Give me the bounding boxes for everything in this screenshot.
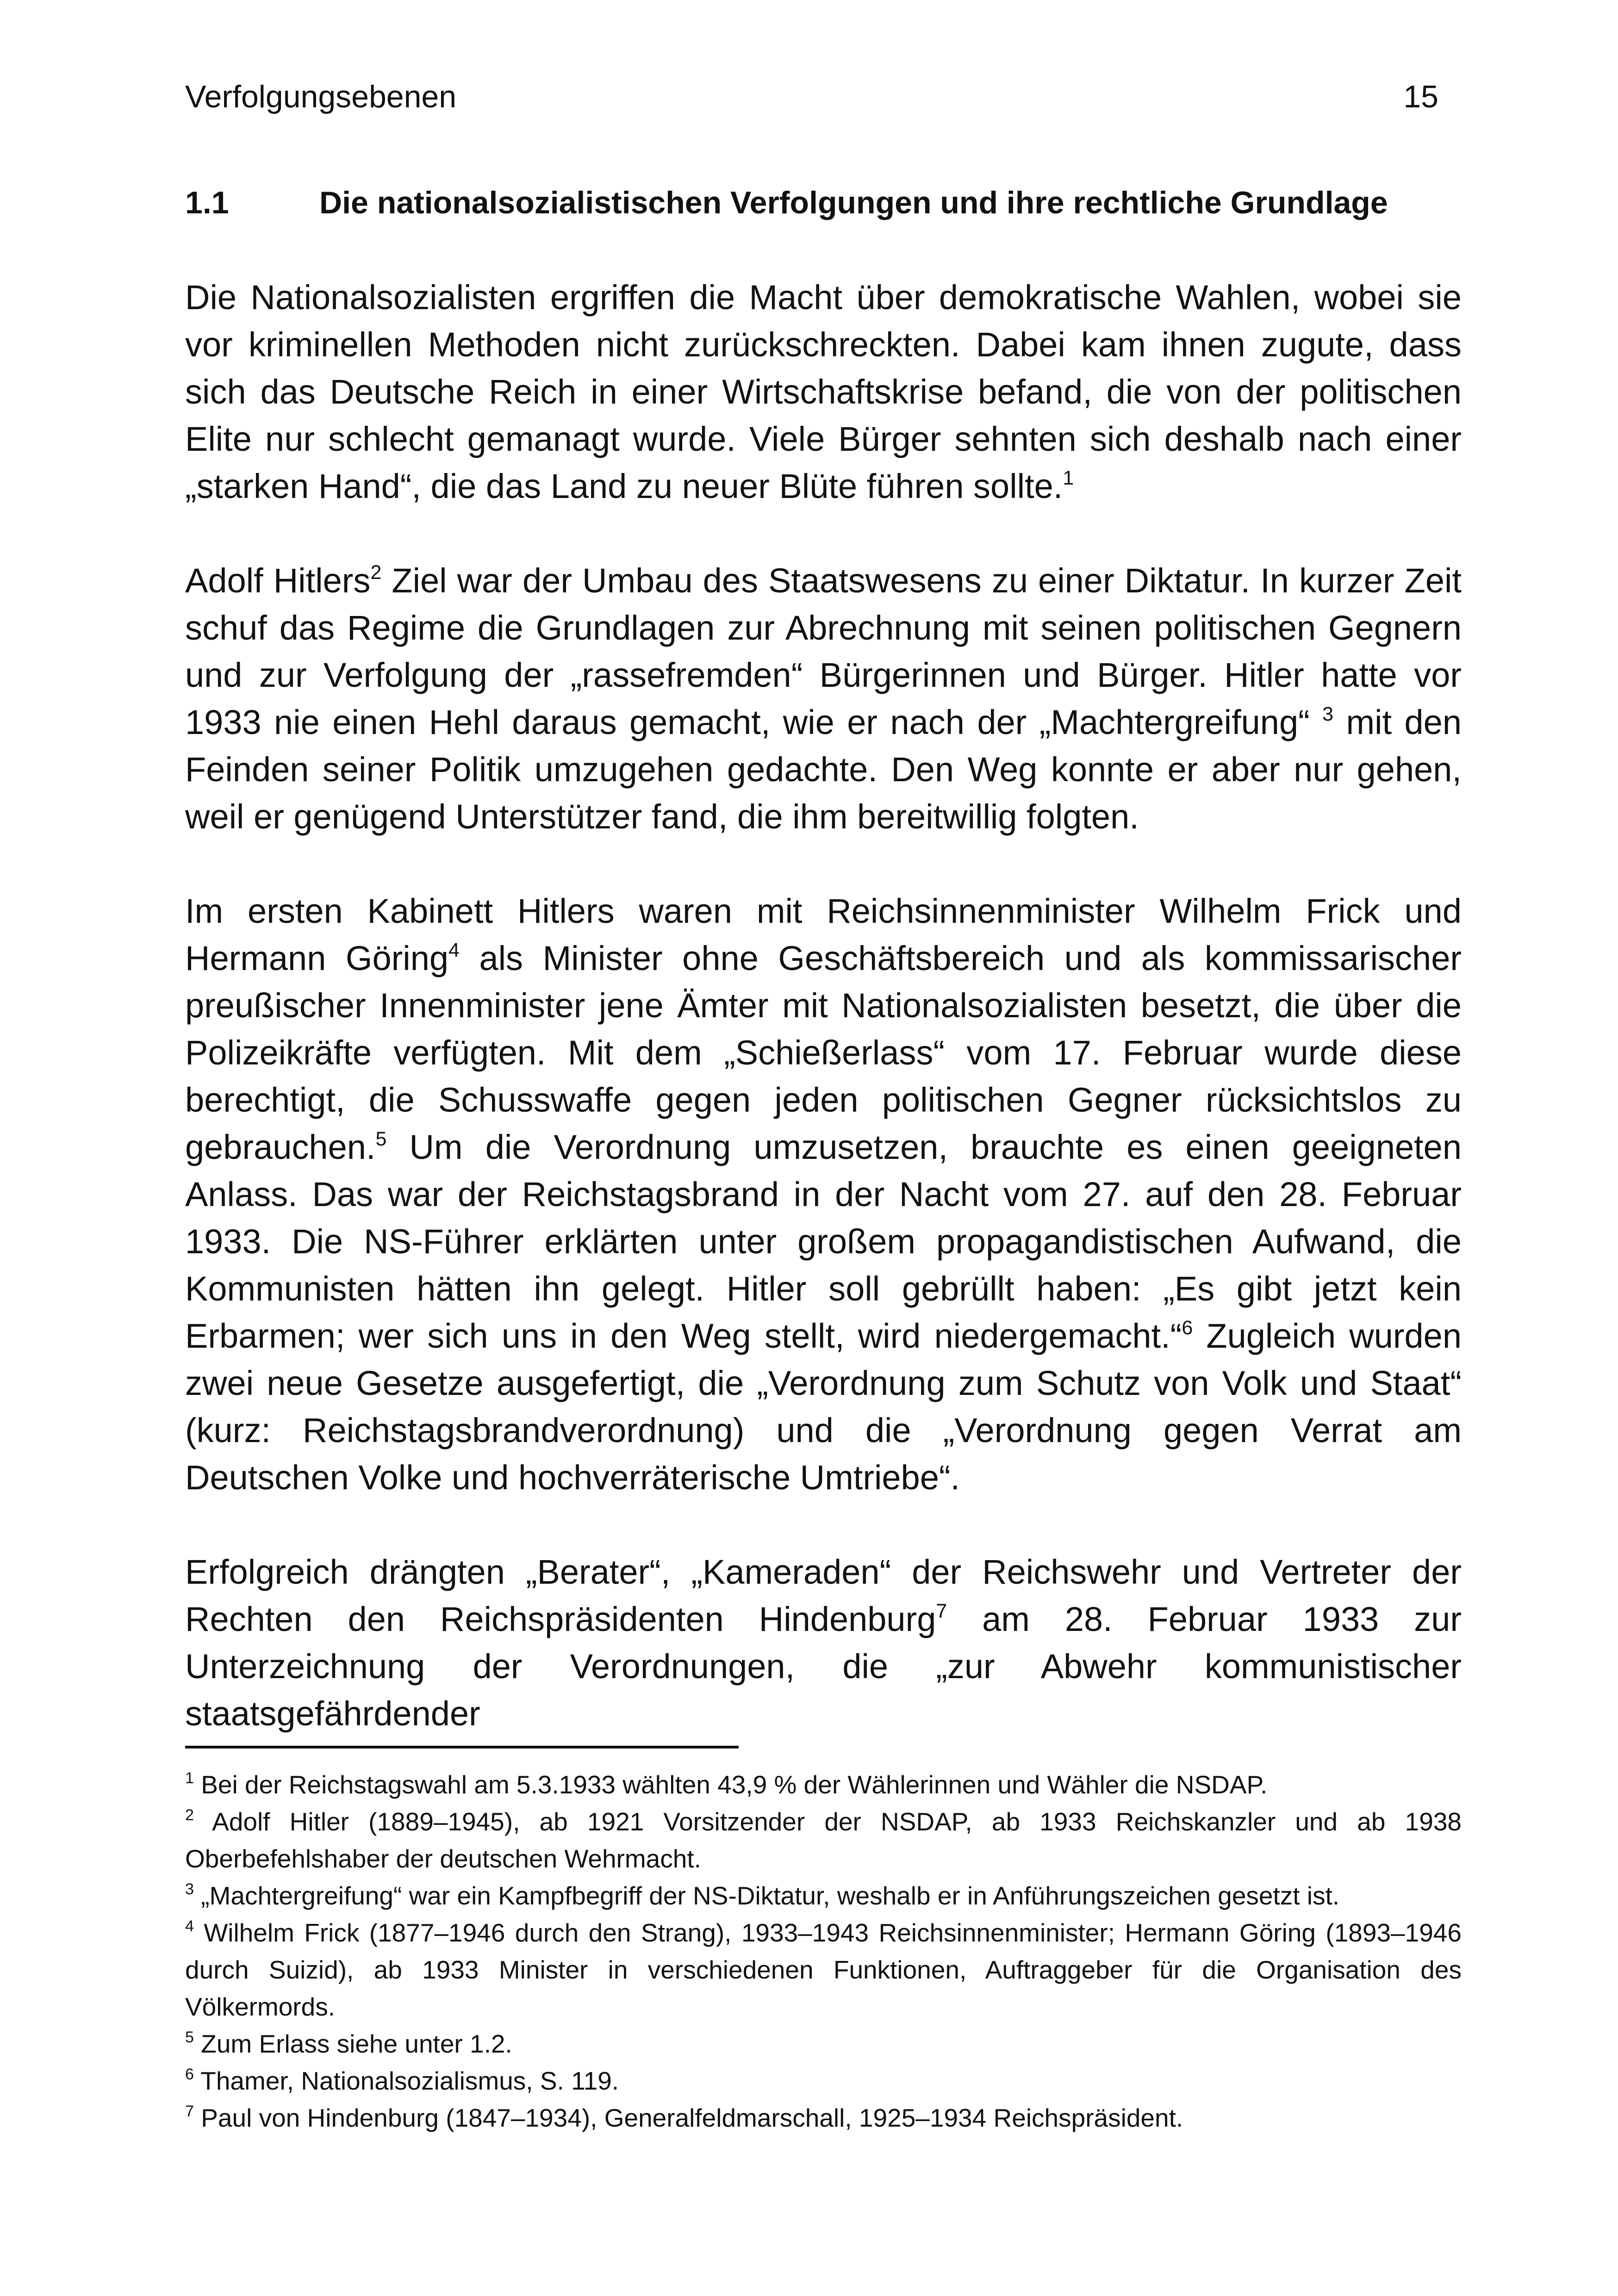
footnote-ref-1[interactable]: 1	[1063, 467, 1074, 489]
footnote-ref-5[interactable]: 5	[375, 1127, 387, 1150]
footnote-ref-4[interactable]: 4	[448, 939, 460, 961]
footnote-7: $^7$ Paul von Hindenburg (1847–1934), Generalfeldmarschall, 1925–1934 Reichspräsident.	[185, 2102, 1183, 2132]
footnote-2: $^2$ Adolf Hitler (1889–1945), ab 1921 Vorsitzender der NSDAP, ab 1933 Reichskanzler und ab 1938 Oberbefehlshaber der deutschen Wehrmacht.	[185, 1806, 1462, 1873]
footnote-5: $^5$ Zum Erlass siehe unter 1.2.	[185, 2028, 512, 2058]
page-number: 15	[1403, 79, 1438, 114]
footnote-3: $^3$ „Machtergreifung“ war ein Kampfbegriff der NS-Diktatur, weshalb er in Anführungszeichen gesetzt ist.	[185, 1880, 1340, 1910]
running-title: Verfolgungsebenen	[185, 79, 457, 114]
paragraph-1: Die Nationalsozialisten ergriffen die Macht über demokratische Wahlen, wobei sie vor kriminellen Methoden nicht zurückschreckten. Dabei kam ihnen zugute, dass sich das Deutsche Reich in einer Wirtschaftskrise befand, die von der politischen Elite nur schlecht gemanagt wurde. Viele Bürger sehnten sich deshalb nach einer „starken Hand“, die das Land zu neuer Blüte führen sollte.$^1$	[185, 278, 1462, 505]
footnote-4: $^4$ Wilhelm Frick (1877–1946 durch den Strang), 1933–1943 Reichsinnenminister; Hermann Göring (1893–1946 durch Suizid), ab 1933 Minister in verschiedenen Funktionen, Auftraggeber für die Organisation des Völkermords.	[185, 1917, 1462, 2021]
footnote-6: $^6$ Thamer, Nationalsozialismus, S. 119.	[185, 2065, 619, 2095]
running-header	[185, 81, 1438, 112]
footnote-ref-3[interactable]: 3	[1322, 703, 1334, 725]
footnote-1: $^1$ Bei der Reichstagswahl am 5.3.1933 wählten 43,9 % der Wählerinnen und Wähler die NSDAP.	[185, 1769, 1268, 1799]
paragraph-3: Im ersten Kabinett Hitlers waren mit Reichsinnenminister Wilhelm Frick und Hermann Göring$^4$ als Minister ohne Geschäftsbereich und als kommissarischer preußischer Innenminister jene Ämter mit Nationalsozialisten besetzt, die über die Polizeikräfte verfügten. Mit dem „Schießerlass“ vom 17. Februar wurde diese berechtigt, die Schusswaffe gegen jeden politischen Gegner rücksichtslos zu gebrauchen.$^5$ Um die Verordnung umzusetzen, brauchte es einen geeigneten Anlass. Das war der Reichstagsbrand in der Nacht vom 27. auf den 28. Februar 1933. Die NS-Führer erklärten unter großem propagandistischen Aufwand, die Kommunisten hätten ihn gelegt. Hitler soll gebrüllt haben: „Es gibt jetzt kein Erbarmen; wer sich uns in den Weg stellt, wird niedergemacht.“$^6$ Zugleich wurden zwei neue Gesetze ausgefertigt, die „Verordnung zum Schutz von Volk und Staat“ (kurz: Reichstagsbrandverordnung) und die „Verordnung gegen Verrat am Deutschen Volke und hochverräterische Umtriebe“.	[185, 892, 1462, 1497]
body-text	[185, 274, 1462, 1737]
section-number: 1.1	[185, 185, 229, 220]
footnote-ref-7[interactable]: 7	[936, 1599, 947, 1622]
footnote-divider	[185, 1746, 739, 1748]
paragraph-2: Adolf Hitlers$^2$ Ziel war der Umbau des Staatswesens zu einer Diktatur. In kurzer Zeit schuf das Regime die Grundlagen zur Abrechnung mit seinen politischen Gegnern und zur Verfolgung der „rassefremden“ Bürgerinnen und Bürger. Hitler hatte vor 1933 nie einen Hehl daraus gemacht, wie er nach der „Machtergreifung“ $^3$ mit den Feinden seiner Politik umzugehen gedachte. Den Weg konnte er aber nur gehen, weil er genügend Unterstützer fand, die ihm bereitwillig folgten.	[185, 561, 1462, 836]
paragraph-4: Erfolgreich drängten „Berater“, „Kameraden“ der Reichswehr und Vertreter der Rechten den Reichspräsidenten Hindenburg$^7$ am 28. Februar 1933 zur Unterzeichnung der Verordnungen, die „zur Abwehr kommunistischer staatsgefährdender	[185, 1553, 1462, 1733]
section-title: Die nationalsozialistischen Verfolgungen und ihre rechtliche Grundlage	[319, 185, 1388, 220]
footnotes	[185, 1766, 1462, 2136]
section-heading	[185, 184, 1465, 222]
footnote-ref-2[interactable]: 2	[370, 561, 382, 584]
footnote-ref-6[interactable]: 6	[1182, 1316, 1193, 1339]
